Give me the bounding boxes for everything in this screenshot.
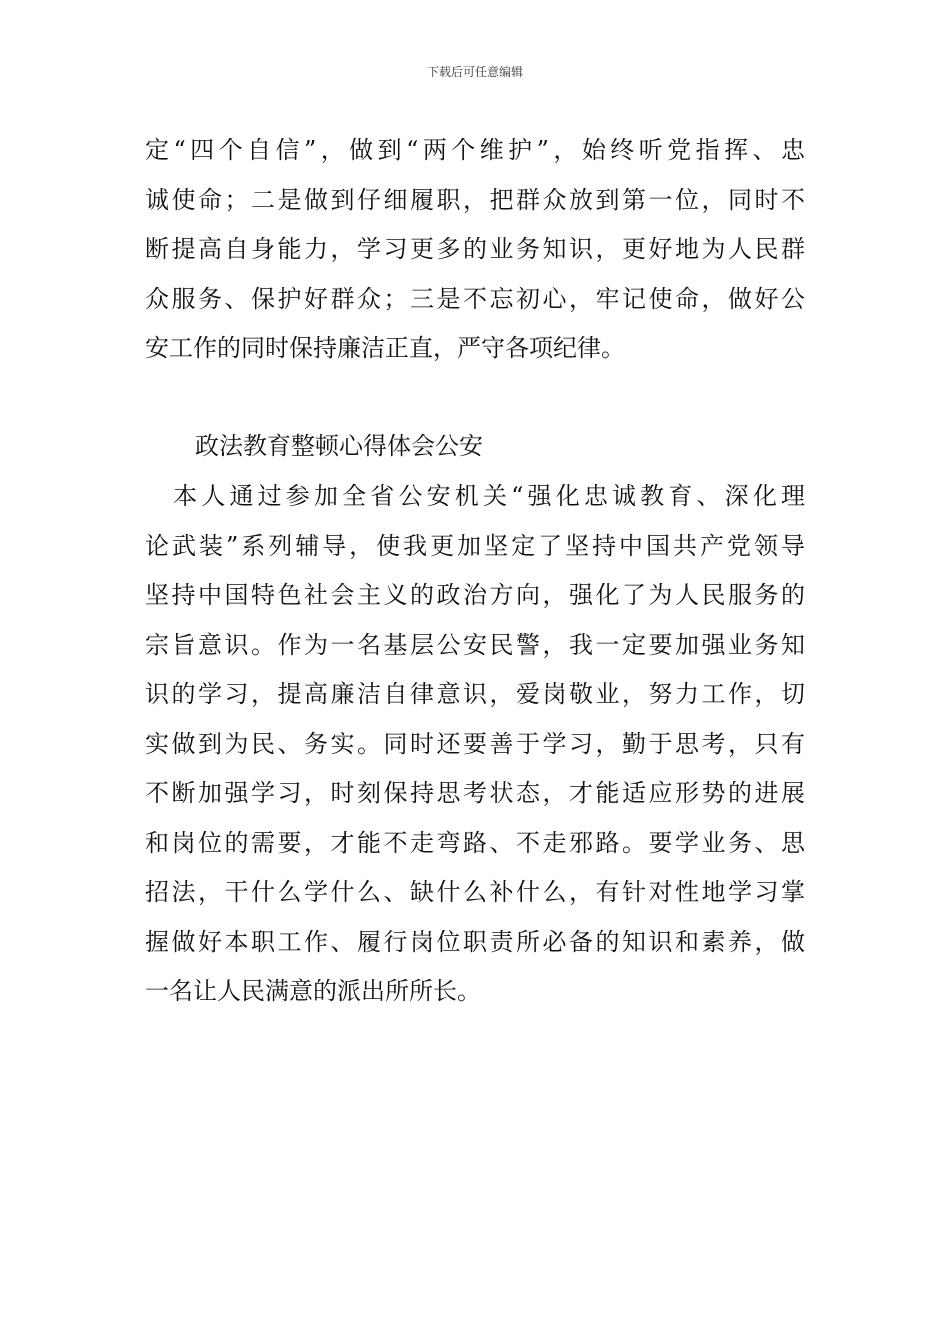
paragraph-line: 诚使命；二是做到仔细履职，把群众放到第一位，同时不 bbox=[145, 185, 805, 214]
paragraph-line: 一名让人民满意的派出所所长。 bbox=[145, 977, 481, 1005]
paragraph-line: 不断加强学习，时刻保持思考状态，才能适应形势的进展 bbox=[145, 779, 805, 807]
paragraph-line: 实做到为民、务实。同时还要善于学习，勤于思考，只有 bbox=[145, 729, 805, 758]
paragraph-line: 识的学习，提高廉洁自律意识，爱岗敬业，努力工作，切 bbox=[145, 680, 805, 708]
article-title: 政法教育整顿心得体会公安 bbox=[195, 432, 483, 460]
paragraph-line: 安工作的同时保持廉洁正直，严守各项纪律。 bbox=[145, 334, 625, 362]
paragraph-line: 和岗位的需要，才能不走弯路、不走邪路。要学业务、思 bbox=[145, 828, 805, 857]
paragraph-line: 招法，干什么学什么、缺什么补什么，有针对性地学习掌 bbox=[145, 878, 805, 906]
paragraph-line: 众服务、保护好群众；三是不忘初心，牢记使命，做好公 bbox=[145, 284, 805, 313]
paragraph-line: 宗旨意识。作为一名基层公安民警，我一定要加强业务知 bbox=[145, 630, 805, 659]
header-note: 下载后可任意编辑 bbox=[426, 65, 523, 79]
paragraph-line: 本人通过参加全省公安机关“强化忠诚教育、深化理 bbox=[145, 482, 805, 510]
continued-paragraph bbox=[145, 126, 805, 374]
paragraph-line: 断提高自身能力，学习更多的业务知识，更好地为人民群 bbox=[145, 235, 805, 263]
paragraph-line: 论武装”系列辅导，使我更加坚定了坚持中国共产党领导 bbox=[145, 531, 805, 560]
paragraph-line: 坚持中国特色社会主义的政治方向，强化了为人民服务的 bbox=[145, 581, 805, 609]
paragraph-line: 握做好本职工作、履行岗位职责所必备的知识和素养，做 bbox=[145, 927, 805, 956]
article-title-block bbox=[145, 422, 805, 472]
article-paragraph bbox=[145, 472, 805, 1017]
paragraph-line: 定“四个自信”，做到“两个维护”，始终听党指挥、忠 bbox=[145, 136, 805, 164]
